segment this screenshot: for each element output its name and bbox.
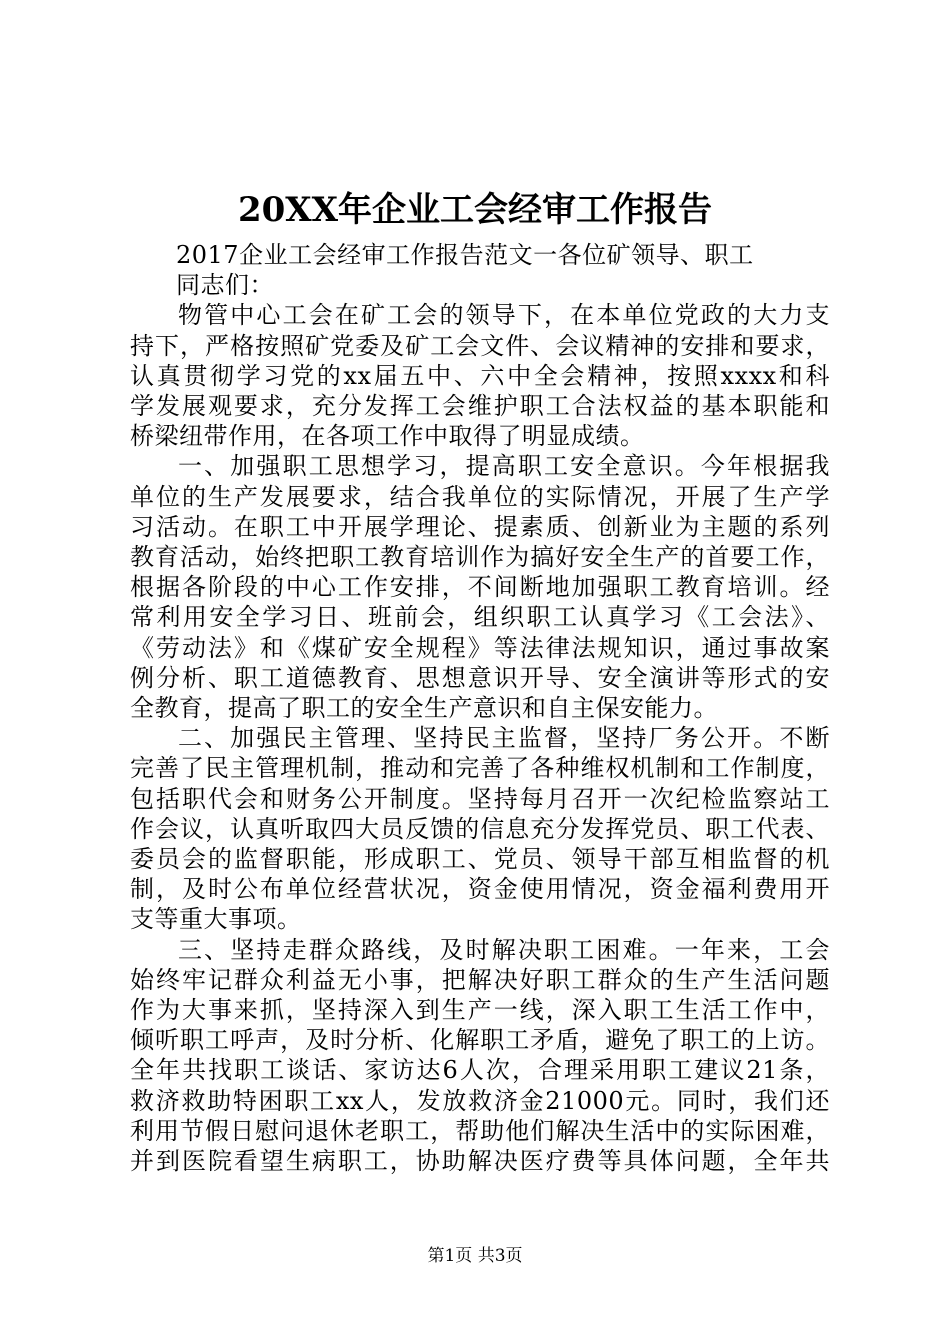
body-line: 倾听职工呼声，及时分析、化解职工矛盾，避免了职工的上访。 xyxy=(130,1026,830,1055)
body-line: 常利用安全学习日、班前会，组织职工认真学习《工会法》、 xyxy=(130,603,830,632)
body-line: 三、坚持走群众路线，及时解决职工困难。一年来，工会 xyxy=(178,935,830,964)
body-line: 利用节假日慰问退休老职工，帮助他们解决生活中的实际困难， xyxy=(130,1116,830,1145)
body-line: 始终牢记群众利益无小事，把解决好职工群众的生产生活问题 xyxy=(130,965,830,994)
body-line: 并到医院看望生病职工，协助解决医疗费等具体问题，全年共 xyxy=(130,1147,830,1176)
body-line: 支等重大事项。 xyxy=(130,905,302,934)
body-line: 根据各阶段的中心工作安排，不间断地加强职工教育培训。经 xyxy=(130,573,830,602)
body-line: 包括职代会和财务公开制度。坚持每月召开一次纪检监察站工 xyxy=(130,784,830,813)
body-line: 一、加强职工思想学习，提高职工安全意识。今年根据我 xyxy=(178,452,830,481)
body-line: 全教育，提高了职工的安全生产意识和自主保安能力。 xyxy=(130,694,718,723)
body-line: 作会议，认真听取四大员反馈的信息充分发挥党员、职工代表、 xyxy=(130,814,830,843)
body-line: 习活动。在职工中开展学理论、提素质、创新业为主题的系列 xyxy=(130,512,830,541)
document-body xyxy=(130,240,830,1176)
body-line: 2017企业工会经审工作报告范文一各位矿领导、职工 xyxy=(176,241,754,269)
body-line: 例分析、职工道德教育、思想意识开导、安全演讲等形式的安 xyxy=(130,663,830,692)
body-line: 完善了民主管理机制，推动和完善了各种维权机制和工作制度， xyxy=(130,754,830,783)
body-line: 单位的生产发展要求，结合我单位的实际情况，开展了生产学 xyxy=(130,482,830,511)
body-line: 物管中心工会在矿工会的领导下，在本单位党政的大力支 xyxy=(178,301,830,330)
body-line: 制，及时公布单位经营状况，资金使用情况，资金福利费用开 xyxy=(130,875,830,904)
body-line: 救济救助特困职工xx人，发放救济金21000元。同时，我们还 xyxy=(130,1086,830,1115)
body-line: 持下，严格按照矿党委及矿工会文件、会议精神的安排和要求， xyxy=(130,331,830,360)
body-line: 全年共找职工谈话、家访达6人次，合理采用职工建议21条， xyxy=(130,1056,830,1085)
body-line: 认真贯彻学习党的xx届五中、六中全会精神，按照xxxx和科 xyxy=(130,361,830,390)
body-line: 同志们： xyxy=(176,271,274,300)
body-line: 《劳动法》和《煤矿安全规程》等法律法规知识，通过事故案 xyxy=(130,633,830,662)
document-title: 20XX年企业工会经审工作报告 xyxy=(237,190,713,230)
body-line: 二、加强民主管理、坚持民主监督，坚持厂务公开。不断 xyxy=(178,724,830,753)
body-line: 桥梁纽带作用，在各项工作中取得了明显成绩。 xyxy=(130,422,645,451)
body-line: 教育活动，始终把职工教育培训作为搞好安全生产的首要工作， xyxy=(130,543,830,572)
page-footer: 第1页 共3页 xyxy=(427,1246,523,1266)
body-line: 学发展观要求，充分发挥工会维护职工合法权益的基本职能和 xyxy=(130,392,830,421)
body-line: 作为大事来抓，坚持深入到生产一线，深入职工生活工作中， xyxy=(130,996,830,1025)
body-line: 委员会的监督职能，形成职工、党员、领导干部互相监督的机 xyxy=(130,845,830,874)
